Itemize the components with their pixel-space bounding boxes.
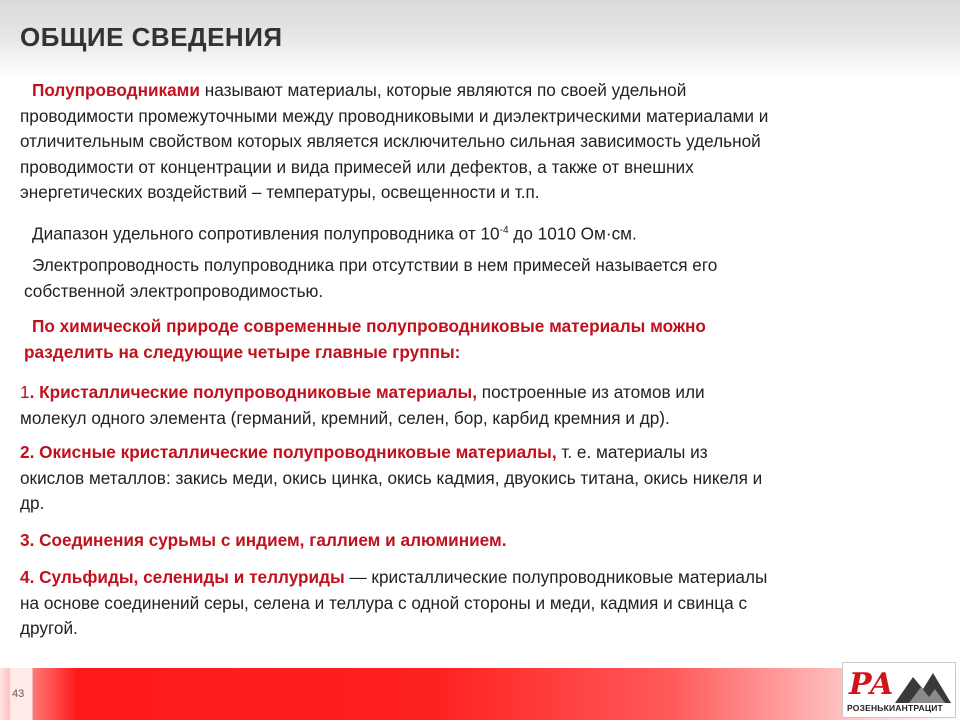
slide-title: ОБЩИЕ СВЕДЕНИЯ — [20, 22, 283, 52]
group-2-desc-2: окислов металлов: закись меди, окись цинка, окись кадмия, двуокись титана, окись никеля и — [20, 467, 763, 488]
group-2-number: 2 — [20, 442, 30, 462]
group-4-number: 4 — [20, 567, 30, 587]
range-exponent: -4 — [499, 225, 509, 236]
groups-intro-paragraph — [20, 314, 912, 365]
definition-line-1 — [32, 78, 912, 104]
group-1-desc-2: молекул одного элемента (германий, кремний, селен, бор, карбид кремния и др). — [20, 407, 670, 428]
group-2-desc-3: др. — [20, 493, 45, 513]
resistivity-range-paragraph — [20, 218, 912, 247]
definition-line-5: энергетических воздействий – температуры, освещенности и т.п. — [20, 182, 540, 202]
company-logo — [842, 662, 956, 718]
group-item-2 — [20, 440, 900, 517]
group-item-3 — [20, 528, 900, 554]
group-4-desc-1: — кристаллические полупроводниковые материалы — [344, 567, 768, 587]
definition-text-1: называют материалы, которые являются по своей удельной — [199, 80, 687, 100]
group-3-number: 3 — [20, 530, 30, 550]
group-2-title: . Окисные кристаллические полупроводниковые материалы, — [29, 442, 557, 462]
groups-intro-line-1: По химической природе современные полупроводниковые материалы можно — [32, 316, 706, 336]
group-1-desc-1: построенные из атомов или — [477, 382, 705, 402]
range-text-after: до 1010 Ом·см. — [508, 223, 637, 244]
groups-intro-line-2: разделить на следующие четыре главные группы: — [24, 341, 461, 362]
group-1-number: 1 — [20, 382, 30, 402]
logo-company-name: РОЗЕНЬКИАНТРАЦИТ — [847, 703, 943, 713]
intrinsic-paragraph — [20, 253, 912, 304]
group-1-title: . Кристаллические полупроводниковые материалы, — [29, 382, 477, 402]
logo-mark: РА — [849, 667, 892, 702]
definition-line-4: проводимости от концентрации и вида примесей или дефектов, а также от внешних — [20, 156, 694, 177]
definition-line-3: отличительным свойством которых является исключительно сильная зависимость удельной — [20, 131, 761, 151]
group-1-line-1 — [20, 380, 900, 406]
page-number: 43 — [12, 688, 25, 700]
group-item-1 — [20, 380, 900, 431]
mountain-icon — [895, 671, 951, 703]
definition-line-2: проводимости промежуточными между проводниковыми и диэлектрическими материалами и — [20, 105, 769, 126]
group-4-line-1 — [20, 565, 900, 591]
group-4-desc-2: на основе соединений серы, селена и теллура с одной стороны и меди, кадмия и свинца с — [20, 592, 748, 613]
group-2-line-1 — [20, 440, 900, 466]
footer-bar — [0, 668, 960, 720]
intrinsic-line-1: Электропроводность полупроводника при отсутствии в нем примесей называется его — [32, 255, 718, 275]
group-4-desc-3: другой. — [20, 618, 78, 638]
group-2-desc-1: т. е. материалы из — [556, 442, 708, 462]
slide-header — [0, 0, 960, 78]
definition-paragraph — [20, 78, 912, 206]
definition-term: Полупроводниками — [32, 80, 200, 100]
intrinsic-line-2: собственной электропроводимостью. — [24, 280, 324, 301]
group-3-line-1 — [20, 528, 900, 554]
group-3-title: . Соединения сурьмы с индием, галлием и алюминием. — [29, 530, 507, 550]
range-text-before: Диапазон удельного сопротивления полупроводника от 10 — [32, 223, 500, 244]
group-4-title: . Сульфиды, селениды и теллуриды — [29, 567, 345, 587]
group-item-4 — [20, 565, 900, 642]
